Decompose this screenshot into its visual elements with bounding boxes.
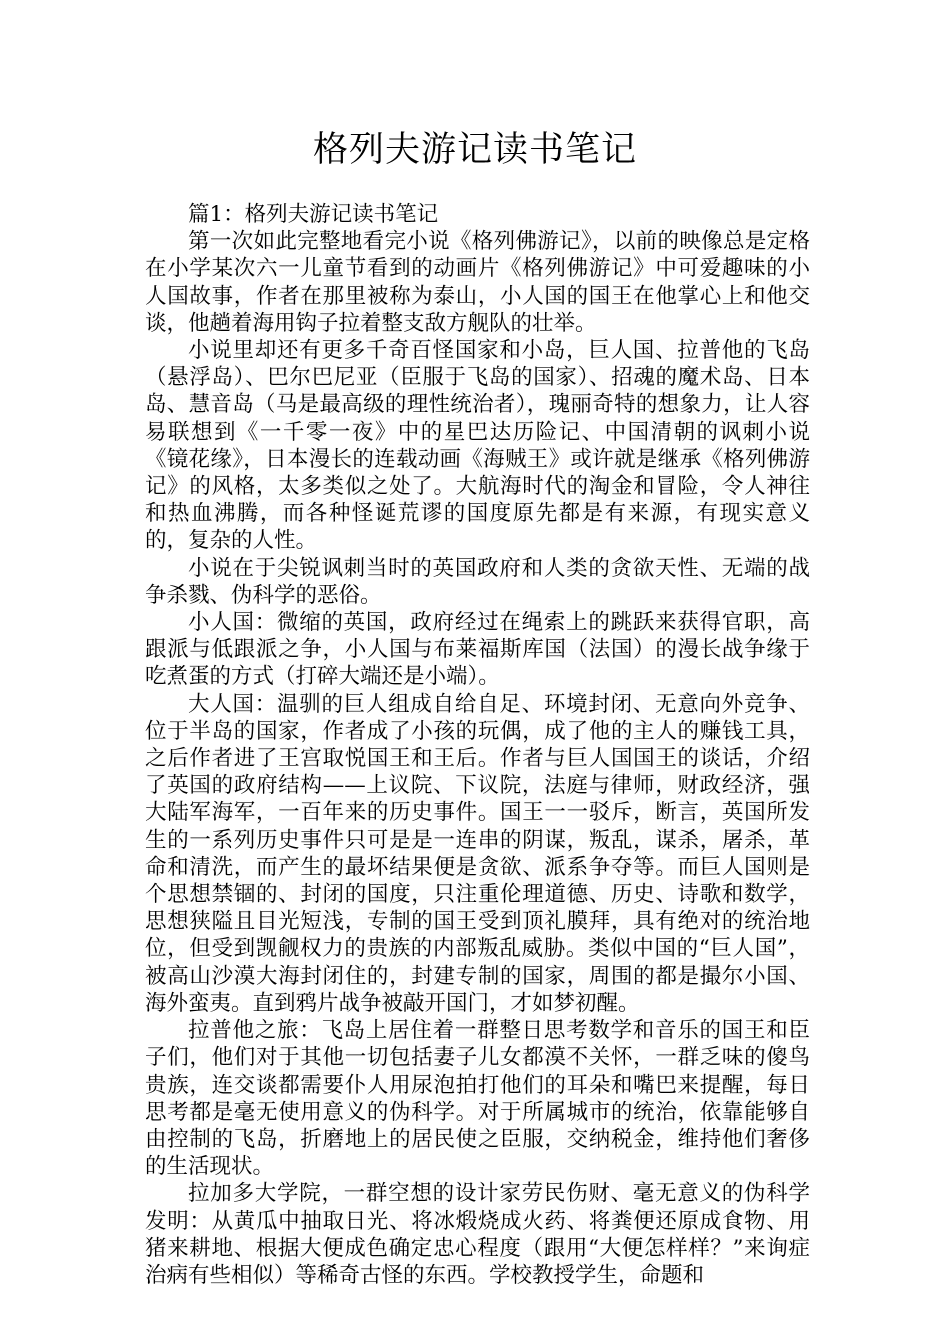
document-body: [145, 201, 810, 1289]
paragraph: 第一次如此完整地看完小说《格列佛游记》，以前的映像总是定格在小学某次六一儿童节看到的动画片《格列佛游记》中可爱趣味的小人国故事，作者在那里被称为泰山，小人国的国王在他掌心上和他交谈，他趟着海用钩子拉着整支敌方舰队的壮举。: [145, 229, 810, 336]
paragraph: 大人国：温驯的巨人组成自给自足、环境封闭、无意向外竞争、位于半岛的国家，作者成了小孩的玩偶，成了他的主人的赚钱工具，之后作者进了王宫取悦国王和王后。作者与巨人国国王的谈话，介绍了英国的政府结构——上议院、下议院，法庭与律师，财政经济，强大陆军海军，一百年来的历史事件。国王一一驳斥，断言，英国所发生的一系列历史事件只可是是一连串的阴谋，叛乱，谋杀，屠杀，革命和清洗，而产生的最坏结果便是贪欲、派系争夺等。而巨人国则是个思想禁锢的、封闭的国度，只注重伦理道德、历史、诗歌和数学，思想狭隘且目光短浅，专制的国王受到顶礼膜拜，具有绝对的统治地位，但受到觊觎权力的贵族的内部叛乱威胁。类似中国的“巨人国”，被高山沙漠大海封闭住的，封建专制的国家，周围的都是撮尔小国、海外蛮夷。直到鸦片战争被敲开国门，才如梦初醒。: [145, 691, 810, 1016]
document-title: 格列夫游记读书笔记: [312, 130, 637, 170]
paragraph: 拉加多大学院，一群空想的设计家劳民伤财、毫无意义的伪科学发明：从黄瓜中抽取日光、将冰煅烧成火药、将粪便还原成食物、用猪来耕地、根据大便成色确定忠心程度（跟用“大便怎样样？”来询症治病有些相似）等稀奇古怪的东西。学校教授学生，命题和: [145, 1181, 810, 1288]
paragraph: 小说里却还有更多千奇百怪国家和小岛，巨人国、拉普他的飞岛（悬浮岛）、巴尔巴尼亚（臣服于飞岛的国家）、招魂的魔术岛、日本岛、慧音岛（马是最高级的理性统治者），瑰丽奇特的想象力，让人容易联想到《一千零一夜》中的星巴达历险记、中国清朝的讽刺小说《镜花缘》，日本漫长的连载动画《海贼王》或许就是继承《格列佛游记》的风格，太多类似之处了。大航海时代的淘金和冒险，令人神往和热血沸腾，而各种怪诞荒谬的国度原先都是有来源，有现实意义的，复杂的人性。: [145, 338, 810, 554]
paragraph: 小人国：微缩的英国，政府经过在绳索上的跳跃来获得官职，高跟派与低跟派之争，小人国与布莱福斯库国（法国）的漫长战争缘于吃煮蛋的方式（打碎大端还是小端）。: [145, 610, 810, 690]
paragraph: 小说在于尖锐讽刺当时的英国政府和人类的贪欲天性、无端的战争杀戮、伪科学的恶俗。: [145, 555, 810, 608]
section-heading: 篇1：格列夫游记读书笔记: [188, 202, 439, 227]
paragraph: 拉普他之旅：飞岛上居住着一群整日思考数学和音乐的国王和臣子们，他们对于其他一切包括妻子儿女都漠不关怀，一群乏味的傻鸟贵族，连交谈都需要仆人用尿泡拍打他们的耳朵和嘴巴来提醒，每日思考都是毫无使用意义的伪科学。对于所属城市的统治，依靠能够自由控制的飞岛，折磨地上的居民使之臣服，交纳税金，维持他们奢侈的生活现状。: [145, 1018, 810, 1180]
